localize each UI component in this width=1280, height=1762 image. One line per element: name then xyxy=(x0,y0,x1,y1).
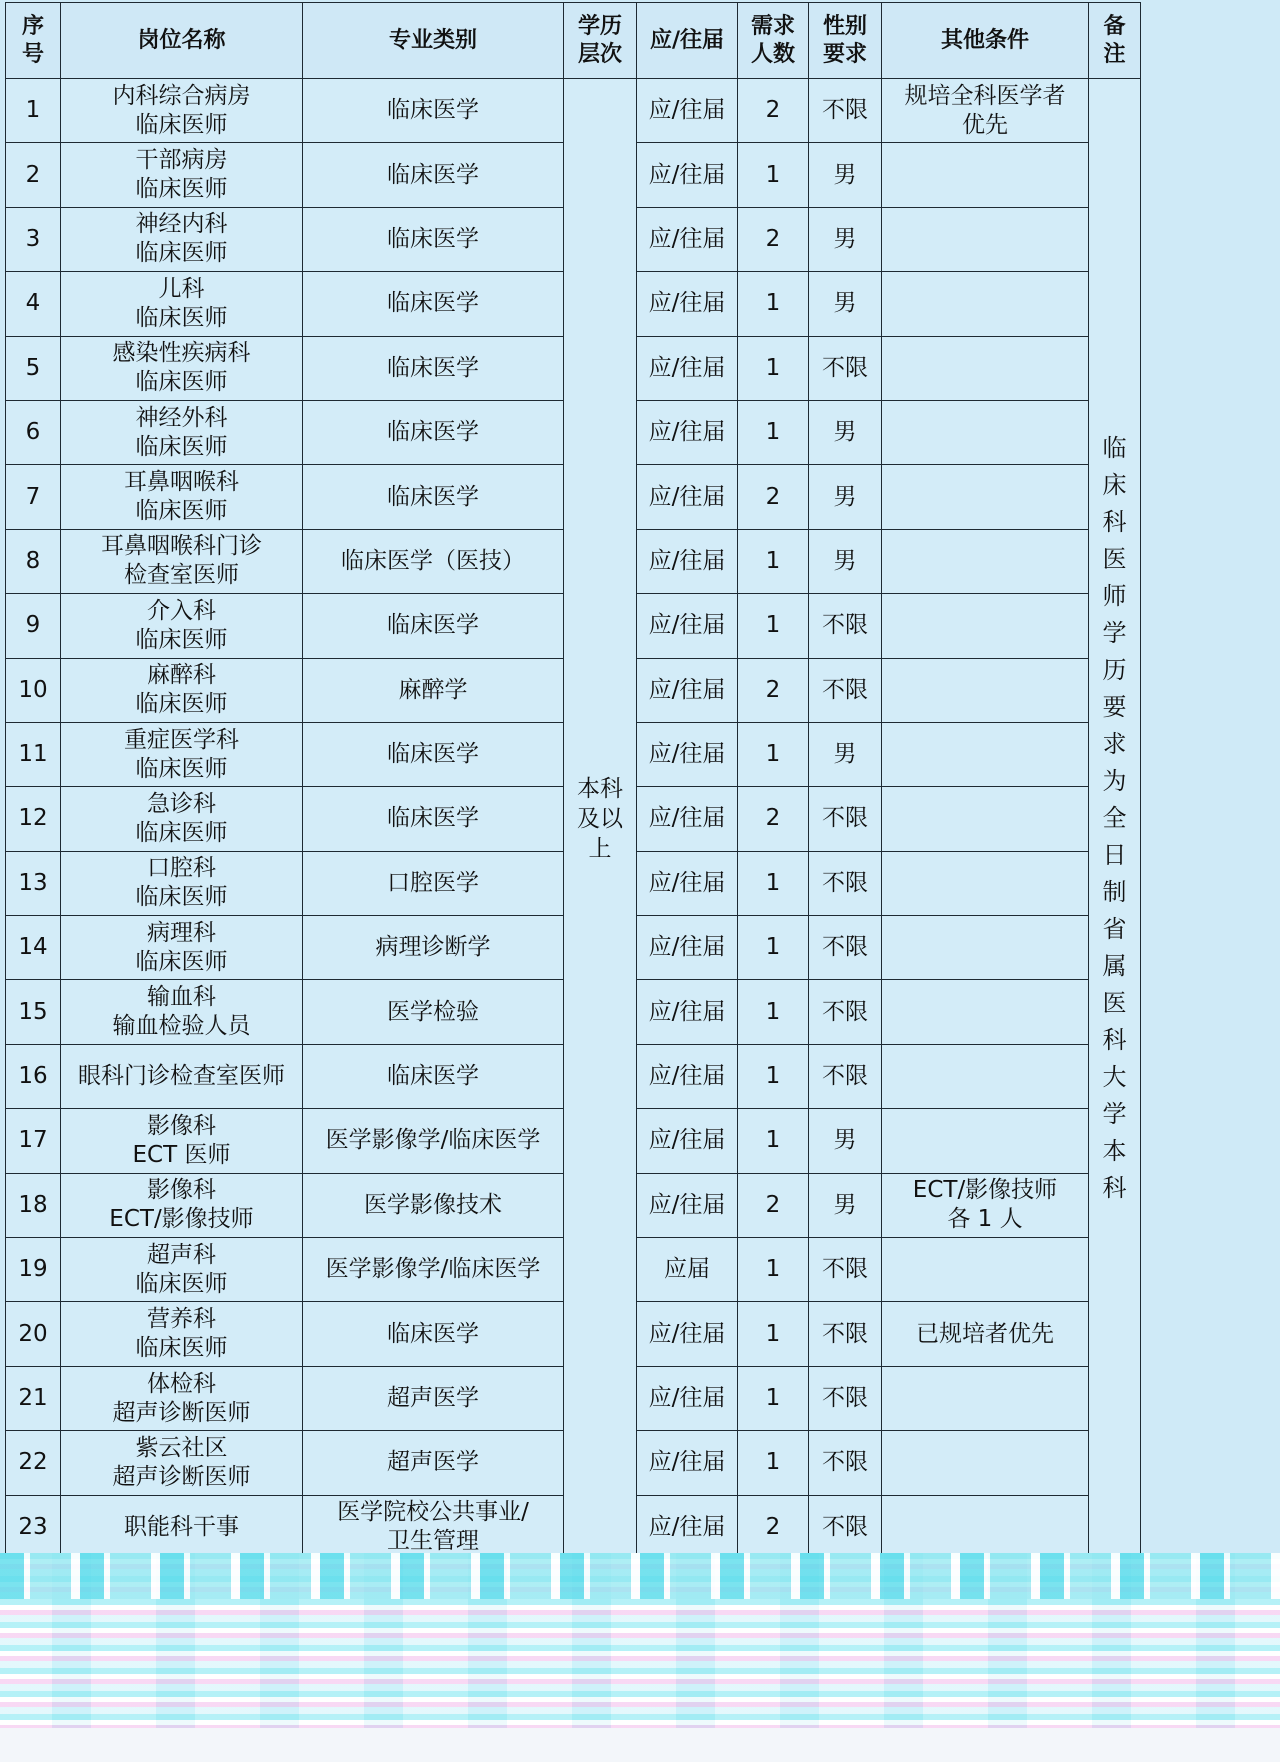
cell-other xyxy=(882,465,1089,529)
cell-gender: 男 xyxy=(809,465,882,529)
cell-other xyxy=(882,1044,1089,1108)
cell-count: 1 xyxy=(738,272,809,336)
cell-count: 1 xyxy=(738,1431,809,1495)
cell-gender: 不限 xyxy=(809,1495,882,1553)
cell-gender: 男 xyxy=(809,272,882,336)
cell-count: 1 xyxy=(738,1238,809,1302)
cell-count: 2 xyxy=(738,79,809,143)
cell-gender: 不限 xyxy=(809,1366,882,1430)
cell-position: 儿科 临床医师 xyxy=(61,272,303,336)
cell-position: 营养科 临床医师 xyxy=(61,1302,303,1366)
cell-other xyxy=(882,207,1089,271)
cell-gender: 不限 xyxy=(809,980,882,1044)
cell-seq: 17 xyxy=(6,1109,61,1173)
cell-other xyxy=(882,272,1089,336)
cell-education-merged xyxy=(564,79,637,1554)
cell-position: 输血科 输血检验人员 xyxy=(61,980,303,1044)
header-seq: 序 号 xyxy=(6,3,61,79)
cell-seq: 11 xyxy=(6,722,61,786)
cell-position: 麻醉科 临床医师 xyxy=(61,658,303,722)
cell-other xyxy=(882,1495,1089,1553)
cell-position: 耳鼻咽喉科门诊 检查室医师 xyxy=(61,529,303,593)
cell-major: 医学院校公共事业/ 卫生管理 xyxy=(303,1495,564,1553)
cell-count: 1 xyxy=(738,722,809,786)
cell-position: 超声科 临床医师 xyxy=(61,1238,303,1302)
header-remark: 备 注 xyxy=(1089,3,1141,79)
cell-graduate: 应/往届 xyxy=(637,980,738,1044)
cell-graduate: 应/往届 xyxy=(637,851,738,915)
header-education: 学历 层次 xyxy=(564,3,637,79)
cell-seq: 3 xyxy=(6,207,61,271)
cell-graduate: 应/往届 xyxy=(637,1495,738,1553)
cell-seq: 14 xyxy=(6,916,61,980)
cell-count: 2 xyxy=(738,658,809,722)
cell-seq: 8 xyxy=(6,529,61,593)
cell-other: 规培全科医学者 优先 xyxy=(882,79,1089,143)
cell-graduate: 应/往届 xyxy=(637,722,738,786)
cell-gender: 不限 xyxy=(809,1238,882,1302)
cell-count: 1 xyxy=(738,143,809,207)
cell-position: 体检科 超声诊断医师 xyxy=(61,1366,303,1430)
cell-seq: 20 xyxy=(6,1302,61,1366)
cell-count: 1 xyxy=(738,916,809,980)
cell-position: 耳鼻咽喉科 临床医师 xyxy=(61,465,303,529)
cell-major: 临床医学 xyxy=(303,143,564,207)
cell-other xyxy=(882,594,1089,658)
cell-count: 2 xyxy=(738,1495,809,1553)
cell-graduate: 应/往届 xyxy=(637,465,738,529)
cell-seq: 5 xyxy=(6,336,61,400)
cell-position: 神经内科 临床医师 xyxy=(61,207,303,271)
cell-other xyxy=(882,980,1089,1044)
cell-major: 临床医学 xyxy=(303,336,564,400)
cell-gender: 男 xyxy=(809,1109,882,1173)
cell-seq: 22 xyxy=(6,1431,61,1495)
cell-graduate: 应/往届 xyxy=(637,916,738,980)
cell-remark-merged xyxy=(1089,79,1141,1554)
cell-count: 1 xyxy=(738,851,809,915)
cell-graduate: 应/往届 xyxy=(637,658,738,722)
cell-other xyxy=(882,400,1089,464)
table-header-row xyxy=(6,3,1141,79)
cell-gender: 不限 xyxy=(809,851,882,915)
cell-seq: 6 xyxy=(6,400,61,464)
cell-count: 1 xyxy=(738,336,809,400)
cell-count: 2 xyxy=(738,207,809,271)
cell-gender: 男 xyxy=(809,400,882,464)
cell-major: 临床医学 xyxy=(303,79,564,143)
cell-other xyxy=(882,787,1089,851)
cell-position: 职能科干事 xyxy=(61,1495,303,1553)
header-graduate: 应/往届 xyxy=(637,3,738,79)
cell-graduate: 应/往届 xyxy=(637,336,738,400)
cell-graduate: 应/往届 xyxy=(637,1044,738,1108)
cell-position: 影像科 ECT 医师 xyxy=(61,1109,303,1173)
cell-graduate: 应/往届 xyxy=(637,594,738,658)
cell-count: 2 xyxy=(738,1173,809,1237)
cell-position: 内科综合病房 临床医师 xyxy=(61,79,303,143)
cell-gender: 不限 xyxy=(809,336,882,400)
cell-other xyxy=(882,851,1089,915)
cell-major: 超声医学 xyxy=(303,1431,564,1495)
cell-count: 1 xyxy=(738,529,809,593)
cell-position: 眼科门诊检查室医师 xyxy=(61,1044,303,1108)
cell-graduate: 应/往届 xyxy=(637,1173,738,1237)
cell-graduate: 应/往届 xyxy=(637,529,738,593)
cell-seq: 13 xyxy=(6,851,61,915)
cell-gender: 不限 xyxy=(809,916,882,980)
cell-graduate: 应届 xyxy=(637,1238,738,1302)
cell-major: 临床医学 xyxy=(303,272,564,336)
cell-position: 重症医学科 临床医师 xyxy=(61,722,303,786)
cell-graduate: 应/往届 xyxy=(637,79,738,143)
header-gender: 性别 要求 xyxy=(809,3,882,79)
recruitment-table xyxy=(5,2,1141,1553)
cell-seq: 15 xyxy=(6,980,61,1044)
cell-major: 临床医学 xyxy=(303,722,564,786)
cell-major: 临床医学 xyxy=(303,465,564,529)
cell-gender: 不限 xyxy=(809,79,882,143)
cell-gender: 不限 xyxy=(809,1302,882,1366)
cell-major: 超声医学 xyxy=(303,1366,564,1430)
cell-other xyxy=(882,529,1089,593)
cell-graduate: 应/往届 xyxy=(637,1431,738,1495)
cell-other xyxy=(882,1238,1089,1302)
cell-position: 干部病房 临床医师 xyxy=(61,143,303,207)
cell-gender: 不限 xyxy=(809,658,882,722)
cell-major: 临床医学 xyxy=(303,787,564,851)
cell-seq: 1 xyxy=(6,79,61,143)
cell-major: 麻醉学 xyxy=(303,658,564,722)
cell-gender: 男 xyxy=(809,722,882,786)
cell-gender: 不限 xyxy=(809,1431,882,1495)
cell-major: 医学影像技术 xyxy=(303,1173,564,1237)
cell-gender: 不限 xyxy=(809,1044,882,1108)
cell-major: 口腔医学 xyxy=(303,851,564,915)
cell-count: 1 xyxy=(738,1366,809,1430)
remark-text: 临床科医师学历要求为全日制省属医科大学本科 xyxy=(1102,434,1127,1203)
cell-major: 医学影像学/临床医学 xyxy=(303,1109,564,1173)
cell-gender: 不限 xyxy=(809,594,882,658)
cell-seq: 19 xyxy=(6,1238,61,1302)
cell-major: 临床医学 xyxy=(303,400,564,464)
cell-count: 1 xyxy=(738,594,809,658)
cell-seq: 18 xyxy=(6,1173,61,1237)
cell-graduate: 应/往届 xyxy=(637,1366,738,1430)
cell-gender: 男 xyxy=(809,207,882,271)
cell-other xyxy=(882,916,1089,980)
education-text: 本科及以上 xyxy=(576,775,623,862)
cell-major: 病理诊断学 xyxy=(303,916,564,980)
cell-major: 临床医学 xyxy=(303,207,564,271)
cell-graduate: 应/往届 xyxy=(637,1302,738,1366)
cell-position: 急诊科 临床医师 xyxy=(61,787,303,851)
cell-seq: 2 xyxy=(6,143,61,207)
cell-seq: 23 xyxy=(6,1495,61,1553)
cell-graduate: 应/往届 xyxy=(637,207,738,271)
cell-major: 临床医学 xyxy=(303,1302,564,1366)
cell-other xyxy=(882,143,1089,207)
cell-major: 医学检验 xyxy=(303,980,564,1044)
cell-position: 紫云社区 超声诊断医师 xyxy=(61,1431,303,1495)
header-position: 岗位名称 xyxy=(61,3,303,79)
cell-major: 医学影像学/临床医学 xyxy=(303,1238,564,1302)
cell-major: 临床医学（医技） xyxy=(303,529,564,593)
cell-count: 2 xyxy=(738,465,809,529)
cell-other: ECT/影像技师 各 1 人 xyxy=(882,1173,1089,1237)
cell-seq: 16 xyxy=(6,1044,61,1108)
cell-position: 口腔科 临床医师 xyxy=(61,851,303,915)
cell-major: 临床医学 xyxy=(303,594,564,658)
cell-position: 影像科 ECT/影像技师 xyxy=(61,1173,303,1237)
cell-other xyxy=(882,1366,1089,1430)
cell-graduate: 应/往届 xyxy=(637,400,738,464)
cell-graduate: 应/往届 xyxy=(637,787,738,851)
cell-count: 1 xyxy=(738,980,809,1044)
cell-other: 已规培者优先 xyxy=(882,1302,1089,1366)
cell-seq: 10 xyxy=(6,658,61,722)
cell-count: 1 xyxy=(738,400,809,464)
cell-position: 病理科 临床医师 xyxy=(61,916,303,980)
cell-other xyxy=(882,658,1089,722)
cell-count: 1 xyxy=(738,1302,809,1366)
cell-seq: 7 xyxy=(6,465,61,529)
cell-other xyxy=(882,1431,1089,1495)
cell-count: 2 xyxy=(738,787,809,851)
cell-graduate: 应/往届 xyxy=(637,272,738,336)
cell-position: 感染性疾病科 临床医师 xyxy=(61,336,303,400)
cell-gender: 不限 xyxy=(809,787,882,851)
cell-gender: 男 xyxy=(809,529,882,593)
cell-seq: 21 xyxy=(6,1366,61,1430)
cell-other xyxy=(882,722,1089,786)
header-major: 专业类别 xyxy=(303,3,564,79)
cell-graduate: 应/往届 xyxy=(637,1109,738,1173)
cell-other xyxy=(882,336,1089,400)
cell-major: 临床医学 xyxy=(303,1044,564,1108)
cell-seq: 12 xyxy=(6,787,61,851)
cell-graduate: 应/往届 xyxy=(637,143,738,207)
header-other: 其他条件 xyxy=(882,3,1089,79)
cell-position: 神经外科 临床医师 xyxy=(61,400,303,464)
scan-noise-strip xyxy=(0,1553,1280,1599)
cell-other xyxy=(882,1109,1089,1173)
cell-seq: 9 xyxy=(6,594,61,658)
cell-count: 1 xyxy=(738,1109,809,1173)
cell-count: 1 xyxy=(738,1044,809,1108)
cell-gender: 男 xyxy=(809,143,882,207)
header-count: 需求 人数 xyxy=(738,3,809,79)
cell-seq: 4 xyxy=(6,272,61,336)
cell-gender: 男 xyxy=(809,1173,882,1237)
scan-blank-footer xyxy=(0,1728,1280,1762)
cell-position: 介入科 临床医师 xyxy=(61,594,303,658)
table-row xyxy=(6,79,1141,143)
